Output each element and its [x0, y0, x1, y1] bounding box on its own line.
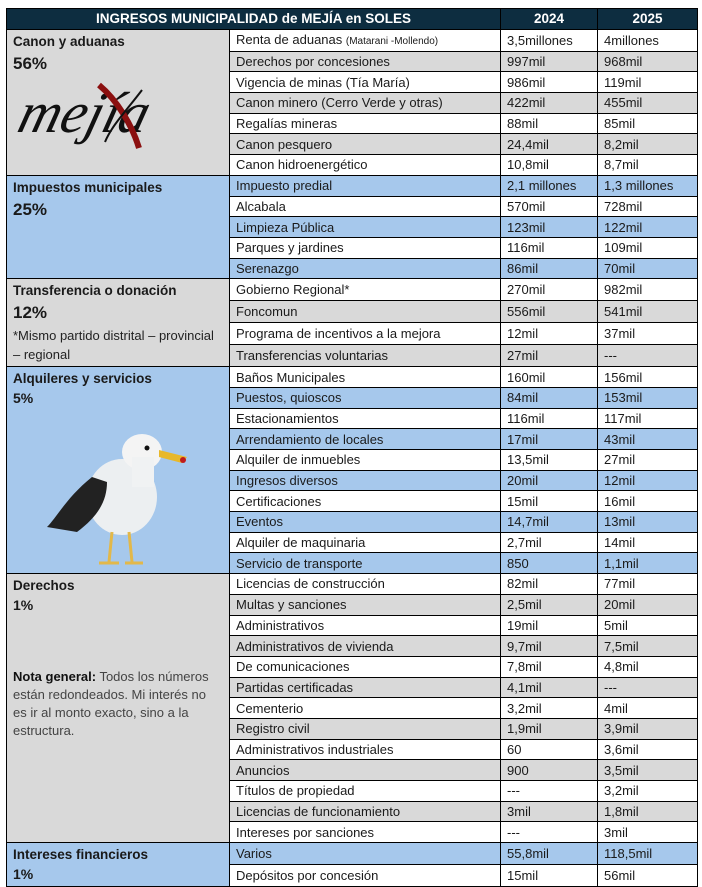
item-name-text: Limpieza Pública: [236, 219, 335, 235]
value-2025: 8,2mil: [598, 134, 698, 155]
item-name-text: Alcabala: [236, 198, 286, 214]
table-body: [7, 29, 698, 886]
value-2025: 37mil: [598, 323, 698, 345]
category-cell: [7, 175, 230, 278]
value-2024: 3,2mil: [501, 698, 598, 719]
table-row: [7, 279, 698, 301]
value-2025: 77mil: [598, 574, 698, 595]
value-2025: 3mil: [598, 822, 698, 843]
item-name: [230, 450, 501, 471]
item-name-text: Eventos: [236, 514, 283, 530]
item-name-text: Puestos, quioscos: [236, 390, 342, 406]
value-2024: 60: [501, 739, 598, 760]
value-2025: 1,1mil: [598, 553, 698, 574]
value-2025: 728mil: [598, 196, 698, 217]
item-name-text: Licencias de funcionamiento: [236, 804, 401, 820]
item-name: [230, 491, 501, 512]
column-header-2024: 2024: [501, 9, 598, 30]
category-percentage: 56%: [13, 53, 48, 73]
item-name-text: Alquiler de inmuebles: [236, 452, 361, 468]
item-name: [230, 155, 501, 176]
value-2024: 1,9mil: [501, 718, 598, 739]
value-2024: 15mil: [501, 865, 598, 887]
item-name-text: Canon pesquero: [236, 136, 333, 152]
value-2025: 3,2mil: [598, 781, 698, 802]
item-name: [230, 237, 501, 258]
value-2025: 455mil: [598, 93, 698, 114]
value-2025: 119mil: [598, 72, 698, 93]
value-2024: 3,5millones: [501, 29, 598, 51]
item-name-text: Arrendamiento de locales: [236, 431, 384, 447]
value-2024: 15mil: [501, 491, 598, 512]
value-2024: 2,1 millones: [501, 175, 598, 196]
value-2025: 56mil: [598, 865, 698, 887]
category-label: Alquileres y servicios: [13, 371, 152, 387]
category-cell: [7, 574, 230, 843]
value-2025: 3,5mil: [598, 760, 698, 781]
item-name: [230, 594, 501, 615]
item-name-text: Ingresos diversos: [236, 473, 338, 489]
category-percentage: 1%: [13, 597, 34, 614]
item-name: [230, 677, 501, 698]
item-name-text: Regalías mineras: [236, 116, 338, 132]
table-row: [7, 367, 698, 388]
value-2024: 570mil: [501, 196, 598, 217]
item-name-text: Registro civil: [236, 721, 310, 737]
value-2024: 116mil: [501, 408, 598, 429]
value-2024: 10,8mil: [501, 155, 598, 176]
item-name-text: Alquiler de maquinaria: [236, 535, 366, 551]
value-2025: 1,3 millones: [598, 175, 698, 196]
value-2025: ---: [598, 677, 698, 698]
item-name: [230, 196, 501, 217]
item-name-text: Canon hidroenergético: [236, 157, 368, 173]
category-percentage: 1%: [13, 866, 34, 883]
item-name: [230, 29, 501, 51]
svg-text:mejía: mejía: [11, 79, 159, 145]
value-2024: 4,1mil: [501, 677, 598, 698]
item-name-text: Intereses por sanciones: [236, 824, 375, 840]
table-row: [7, 29, 698, 51]
item-name: [230, 760, 501, 781]
value-2025: 3,6mil: [598, 739, 698, 760]
value-2024: 116mil: [501, 237, 598, 258]
category-percentage: 5%: [13, 390, 34, 407]
table-header-row: [7, 9, 698, 30]
item-name-text: Serenazgo: [236, 260, 299, 276]
item-name-text: Derechos por concesiones: [236, 54, 390, 70]
mejia-logo: [11, 70, 212, 155]
item-name: [230, 532, 501, 553]
item-name: [230, 739, 501, 760]
value-2024: 556mil: [501, 301, 598, 323]
item-name: [230, 51, 501, 72]
category-label: Impuestos municipales: [13, 179, 163, 195]
item-name-text: Multas y sanciones: [236, 597, 347, 613]
value-2024: 997mil: [501, 51, 598, 72]
value-2024: 82mil: [501, 574, 598, 595]
item-name: [230, 387, 501, 408]
value-2025: 109mil: [598, 237, 698, 258]
item-name-text: Partidas certificadas: [236, 679, 354, 695]
value-2024: 7,8mil: [501, 656, 598, 677]
item-name: [230, 113, 501, 134]
value-2024: 422mil: [501, 93, 598, 114]
category-label: Intereses financieros: [13, 847, 149, 863]
value-2025: 968mil: [598, 51, 698, 72]
item-name: [230, 656, 501, 677]
item-name: [230, 470, 501, 491]
item-name: [230, 72, 501, 93]
item-name: [230, 217, 501, 238]
item-name-text: Administrativos de vivienda: [236, 638, 394, 654]
table-row: [7, 574, 698, 595]
item-name: [230, 367, 501, 388]
general-note: [13, 668, 218, 740]
item-name-text: Renta de aduanas: [236, 31, 346, 47]
item-name-text: Administrativos: [236, 617, 325, 633]
item-name: [230, 175, 501, 196]
item-name-text: Parques y jardines: [236, 240, 344, 256]
category-label: Derechos: [13, 578, 75, 594]
category-cell: [7, 29, 230, 175]
item-name: [230, 801, 501, 822]
item-name-text: Administrativos industriales: [236, 741, 394, 757]
value-2025: 14mil: [598, 532, 698, 553]
value-2025: 7,5mil: [598, 636, 698, 657]
value-2025: 982mil: [598, 279, 698, 301]
value-2025: 118,5mil: [598, 843, 698, 865]
seagull-image: [37, 417, 207, 572]
value-2024: 270mil: [501, 279, 598, 301]
item-name: [230, 279, 501, 301]
value-2025: 541mil: [598, 301, 698, 323]
value-2024: 17mil: [501, 429, 598, 450]
value-2024: 12mil: [501, 323, 598, 345]
item-name-text: Baños Municipales: [236, 369, 346, 385]
item-name-text: Estacionamientos: [236, 410, 339, 426]
table-row: [7, 175, 698, 196]
value-2025: 4mil: [598, 698, 698, 719]
item-name: [230, 134, 501, 155]
item-name-text: Títulos de propiedad: [236, 783, 355, 799]
value-2025: 12mil: [598, 470, 698, 491]
value-2025: 13mil: [598, 512, 698, 533]
item-name: [230, 865, 501, 887]
value-2024: 123mil: [501, 217, 598, 238]
value-2025: 20mil: [598, 594, 698, 615]
item-name: [230, 718, 501, 739]
value-2024: 14,7mil: [501, 512, 598, 533]
value-2025: 156mil: [598, 367, 698, 388]
value-2024: 3mil: [501, 801, 598, 822]
value-2024: 13,5mil: [501, 450, 598, 471]
value-2024: 24,4mil: [501, 134, 598, 155]
item-name-text: Varios: [236, 846, 272, 862]
item-name-text: Canon minero (Cerro Verde y otras): [236, 95, 443, 111]
general-note-text: Todos los números están redondeados. Mi interés no es ir al monto exacto, sino a la estructura.: [13, 669, 209, 739]
value-2024: ---: [501, 781, 598, 802]
value-2025: ---: [598, 345, 698, 367]
item-name-text: Foncomun: [236, 304, 298, 320]
item-name: [230, 822, 501, 843]
value-2025: 122mil: [598, 217, 698, 238]
item-name: [230, 574, 501, 595]
value-2024: 986mil: [501, 72, 598, 93]
item-name-text: Gobierno Regional*: [236, 282, 350, 298]
value-2024: 2,5mil: [501, 594, 598, 615]
general-note-label: Nota general:: [13, 669, 97, 685]
value-2024: 900: [501, 760, 598, 781]
value-2025: 27mil: [598, 450, 698, 471]
value-2024: 86mil: [501, 258, 598, 279]
value-2025: 16mil: [598, 491, 698, 512]
value-2024: 9,7mil: [501, 636, 598, 657]
category-cell: [7, 843, 230, 887]
category-percentage: 12%: [13, 303, 48, 323]
item-name-text: Servicio de transporte: [236, 555, 363, 571]
item-name: [230, 258, 501, 279]
category-note: *Mismo partido distrital – provincial – regional: [13, 328, 214, 363]
item-name: [230, 512, 501, 533]
value-2024: ---: [501, 822, 598, 843]
column-header-2025: 2025: [598, 9, 698, 30]
value-2024: 20mil: [501, 470, 598, 491]
item-name: [230, 345, 501, 367]
value-2024: 850: [501, 553, 598, 574]
item-name-text: Impuesto predial: [236, 178, 333, 194]
item-name-text: Transferencias voluntarias: [236, 348, 388, 364]
item-name: [230, 429, 501, 450]
value-2025: 4millones: [598, 29, 698, 51]
value-2025: 5mil: [598, 615, 698, 636]
item-name: [230, 698, 501, 719]
value-2025: 8,7mil: [598, 155, 698, 176]
category-cell: [7, 367, 230, 574]
income-table: [6, 8, 698, 887]
item-name-text: Certificaciones: [236, 493, 322, 509]
category-label: Canon y aduanas: [13, 33, 125, 49]
value-2025: 43mil: [598, 429, 698, 450]
item-name-text: Anuncios: [236, 762, 290, 778]
value-2024: 88mil: [501, 113, 598, 134]
item-name-text: Vigencia de minas (Tía María): [236, 74, 410, 90]
item-name: [230, 553, 501, 574]
category-cell: [7, 279, 230, 367]
item-name-text: Licencias de construcción: [236, 576, 385, 592]
value-2024: 19mil: [501, 615, 598, 636]
category-label: Transferencia o donación: [13, 283, 177, 299]
value-2025: 70mil: [598, 258, 698, 279]
value-2025: 4,8mil: [598, 656, 698, 677]
value-2025: 85mil: [598, 113, 698, 134]
value-2024: 55,8mil: [501, 843, 598, 865]
value-2024: 160mil: [501, 367, 598, 388]
item-name: [230, 323, 501, 345]
value-2025: 153mil: [598, 387, 698, 408]
item-name-sub: (Matarani -Mollendo): [345, 35, 439, 47]
item-name-text: Cementerio: [236, 700, 304, 716]
value-2025: 117mil: [598, 408, 698, 429]
item-name-text: De comunicaciones: [236, 659, 350, 675]
value-2024: 27mil: [501, 345, 598, 367]
item-name-text: Programa de incentivos a la mejora: [236, 326, 441, 342]
table-title: INGRESOS MUNICIPALIDAD de MEJÍA en SOLES: [7, 9, 501, 30]
value-2025: 3,9mil: [598, 718, 698, 739]
category-percentage: 25%: [13, 199, 48, 219]
item-name: [230, 408, 501, 429]
item-name: [230, 843, 501, 865]
item-name-text: Depósitos por concesión: [236, 868, 379, 884]
item-name: [230, 781, 501, 802]
item-name: [230, 615, 501, 636]
value-2025: 1,8mil: [598, 801, 698, 822]
item-name: [230, 93, 501, 114]
item-name: [230, 301, 501, 323]
table-row: [7, 843, 698, 865]
value-2024: 2,7mil: [501, 532, 598, 553]
value-2024: 84mil: [501, 387, 598, 408]
item-name: [230, 636, 501, 657]
